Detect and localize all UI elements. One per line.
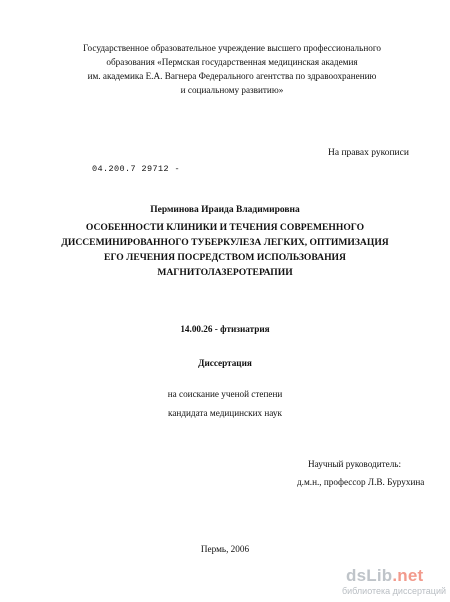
- institution-block: [62, 41, 402, 97]
- title-line: МАГНИТОЛАЗЕРОТЕРАПИИ: [157, 267, 293, 278]
- title-line: ОСОБЕННОСТИ КЛИНИКИ И ТЕЧЕНИЯ СОВРЕМЕННОГО: [85, 222, 365, 233]
- watermark-logo[interactable]: [346, 566, 423, 586]
- document-type: Диссертация: [198, 358, 252, 368]
- title-line: ЕГО ЛЕЧЕНИЯ ПОСРЕДСТВОМ ИСПОЛЬЗОВАНИЯ: [104, 252, 346, 263]
- watermark[interactable]: [341, 566, 446, 598]
- watermark-logo-main: dsLib: [346, 566, 393, 585]
- degree-line: кандидата медицинских наук: [168, 408, 282, 418]
- supervisor-name: д.м.н., профессор Л.В. Бурухина: [297, 477, 425, 487]
- watermark-logo-tld: .net: [392, 566, 424, 585]
- supervisor-label: Научный руководитель:: [308, 459, 402, 469]
- institution-line: образования «Пермская государственная медицинская академия: [106, 57, 358, 67]
- specialty-code: 14.00.26 - фтизиатрия: [180, 324, 270, 334]
- registration-stamp: 04.200.7 29712 -: [92, 164, 181, 174]
- manuscript-rights-label: На правах рукописи: [328, 148, 409, 158]
- watermark-subtitle: библиотека диссертаций: [341, 586, 446, 596]
- institution-line: им. академика Е.А. Вагнера Федерального агентства по здравоохранению: [87, 71, 377, 81]
- dissertation-title: [30, 220, 420, 280]
- place-year: Пермь, 2006: [200, 544, 250, 554]
- title-line: ДИССЕМИНИРОВАННОГО ТУБЕРКУЛЕЗА ЛЕГКИХ, ОПТИМИЗАЦИЯ: [61, 237, 389, 248]
- author-name: Перминова Ираида Владимировна: [150, 205, 300, 215]
- degree-line: на соискание ученой степени: [167, 389, 283, 399]
- institution-line: и социальному развитию»: [180, 85, 284, 95]
- institution-line: Государственное образовательное учреждение высшего профессионального: [83, 43, 381, 53]
